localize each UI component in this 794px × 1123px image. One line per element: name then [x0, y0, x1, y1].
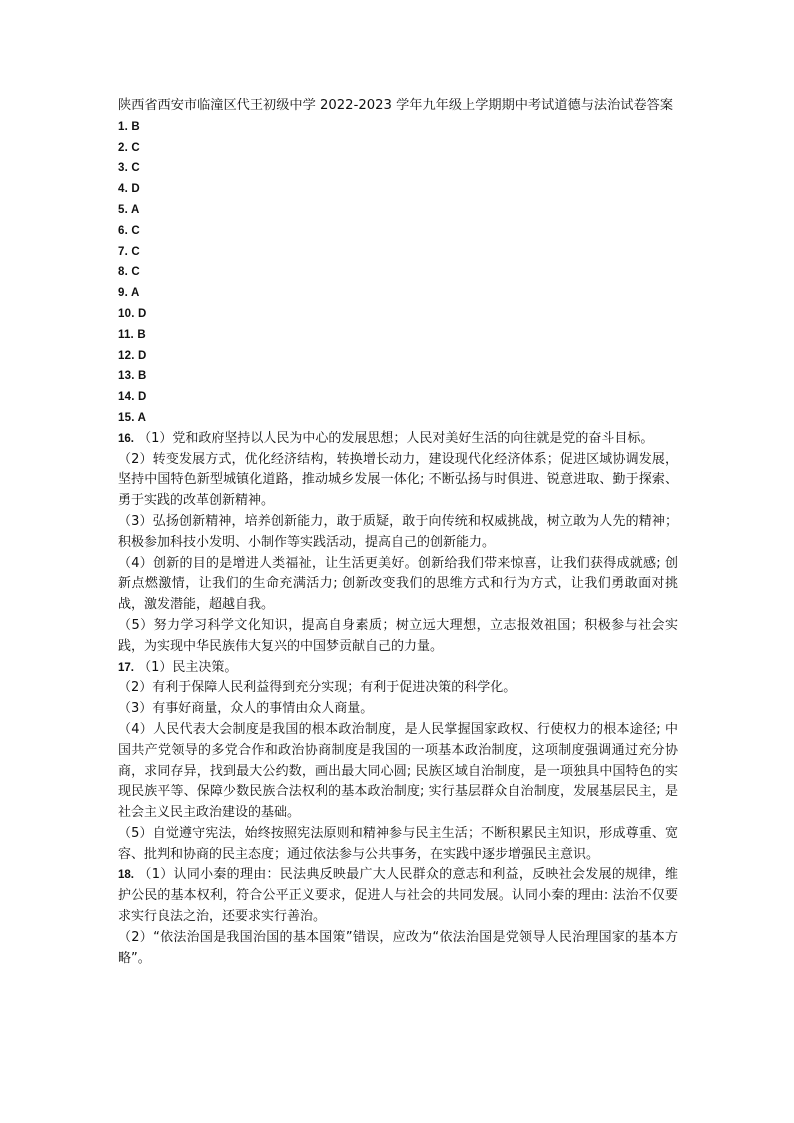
question-16-part-5: （5）努力学习科学文化知识，提高自身素质；树立远大理想，立志报效祖国；积极参与社会实践，为实现中华民族伟大复兴的中国梦贡献自己的力量。	[118, 617, 678, 654]
question-16-part-4: （4）创新的目的是增进人类福祉，让生活更美好。创新给我们带来惊喜，让我们获得成就感; 创新点燃激情，让我们的生命充满活力; 创新改变我们的思维方式和行为方式，让我们勇敢面对挑战，激发潜能，超越自我。	[118, 555, 678, 613]
question-17-part-1: 17. （1）民主决策。	[118, 659, 238, 675]
mc-answer-row	[118, 346, 678, 367]
mc-answer-row	[118, 387, 678, 408]
mc-answer-letter: C	[131, 141, 140, 154]
mc-answer-row	[118, 221, 678, 242]
mc-answer-row	[118, 262, 678, 283]
mc-answer-letter: B	[138, 370, 147, 383]
mc-question-number: 2.	[118, 141, 128, 154]
mc-answer-row	[118, 304, 678, 325]
mc-question-number: 12.	[118, 349, 135, 362]
mc-answer-letter: C	[131, 224, 140, 237]
question-18-part-1: 18. （1）认同小秦的理由：民法典反映最广大人民群众的意志和利益，反映社会发展的规律，维护公民的基本权利，符合公平正义要求，促进人与社会的共同发展。认同小秦的理由: 法治不仅要求实行良法之治，还要求实行善治。	[118, 867, 678, 925]
mc-answer-row	[118, 179, 678, 200]
mc-question-number: 8.	[118, 266, 128, 279]
mc-answer-row	[118, 325, 678, 346]
mc-answer-letter: C	[131, 266, 140, 279]
mc-question-number: 4.	[118, 183, 128, 196]
mc-answer-row	[118, 138, 678, 159]
mc-question-number: 14.	[118, 391, 135, 404]
question-18-part-2: （2）“依法治国是我国治国的基本国策”错误，应改为“依法治国是党领导人民治理国家的基本方略”。	[118, 929, 678, 966]
question-16-part-3: （3）弘扬创新精神，培养创新能力，敢于质疑，敢于向传统和权威挑战，树立敢为人先的精神；积极参加科技小发明、小制作等实践活动，提高自己的创新能力。	[118, 513, 678, 550]
mc-answer-row	[118, 158, 678, 179]
mc-question-number: 1.	[118, 120, 128, 133]
mc-answer-letter: A	[130, 203, 140, 216]
mc-question-number: 10.	[118, 307, 135, 320]
question-number: 17.	[118, 661, 134, 674]
answer-document	[118, 96, 678, 969]
question-16-part-2: （2）转变发展方式，优化经济结构，转换增长动力，建设现代化经济体系；促进区域协调发展，坚持中国特色新型城镇化道路，推动城乡发展一体化; 不断弘扬与时俱进、锐意进取、勤于探索、勇于实践的改革创新精神。	[118, 451, 678, 509]
mc-question-number: 11.	[118, 328, 134, 341]
mc-answer-letter: D	[138, 391, 147, 404]
mc-question-number: 9.	[118, 287, 128, 300]
question-17-part-5: （5）自觉遵守宪法，始终按照宪法原则和精神参与民主生活；不断积累民主知识，形成尊重、宽容、批判和协商的民主态度；通过依法参与公共事务，在实践中逐步增强民主意识。	[118, 825, 678, 862]
mc-question-number: 13.	[118, 370, 135, 383]
mc-answer-letter: D	[131, 183, 140, 196]
mc-question-number: 15.	[118, 411, 135, 424]
multiple-choice-answers	[118, 117, 678, 429]
mc-answer-letter: D	[138, 307, 147, 320]
question-17-part-4: （4）人民代表大会制度是我国的根本政治制度，是人民掌握国家政权、行使权力的根本途径; 中国共产党领导的多党合作和政治协商制度是我国的一项基本政治制度，这项制度强调通过充分协商，求同存异，找到最大公约数，画出最大同心圆; 民族区域自治制度，是一项独具中国特色的实现民族平等、保障少数民族合法权利的基本政治制度; 实行基层群众自治制度，发展基层民主，是社会主义民主政治建设的基础。	[118, 721, 678, 821]
mc-answer-row	[118, 283, 678, 304]
mc-answer-row	[118, 242, 678, 263]
mc-answer-letter: B	[137, 328, 146, 341]
mc-question-number: 3.	[118, 162, 128, 175]
question-17-part-3: （3）有事好商量，众人的事情由众人商量。	[118, 701, 374, 717]
mc-answer-letter: B	[131, 120, 140, 133]
mc-answer-row	[118, 200, 678, 221]
question-17-part-2: （2）有利于保障人民利益得到充分实现；有利于促进决策的科学化。	[118, 680, 517, 696]
mc-question-number: 6.	[118, 224, 128, 237]
document-title: 陕西省西安市临潼区代王初级中学 2022-2023 学年九年级上学期期中考试道德与法治试卷答案	[118, 98, 674, 113]
mc-answer-row	[118, 408, 678, 429]
question-number: 16.	[118, 432, 134, 445]
mc-answer-letter: A	[130, 287, 140, 300]
mc-answer-letter: A	[137, 411, 147, 424]
mc-answer-row	[118, 117, 678, 138]
mc-answer-letter: C	[131, 245, 140, 258]
mc-answer-row	[118, 366, 678, 387]
mc-answer-letter: C	[131, 162, 140, 175]
mc-question-number: 7.	[118, 245, 128, 258]
mc-answer-letter: D	[138, 349, 147, 362]
mc-question-number: 5.	[118, 203, 128, 216]
question-number: 18.	[118, 869, 134, 882]
question-16-part-1: 16. （1）党和政府坚持以人民为中心的发展思想；人民对美好生活的向往就是党的奋斗目标。	[118, 430, 654, 446]
